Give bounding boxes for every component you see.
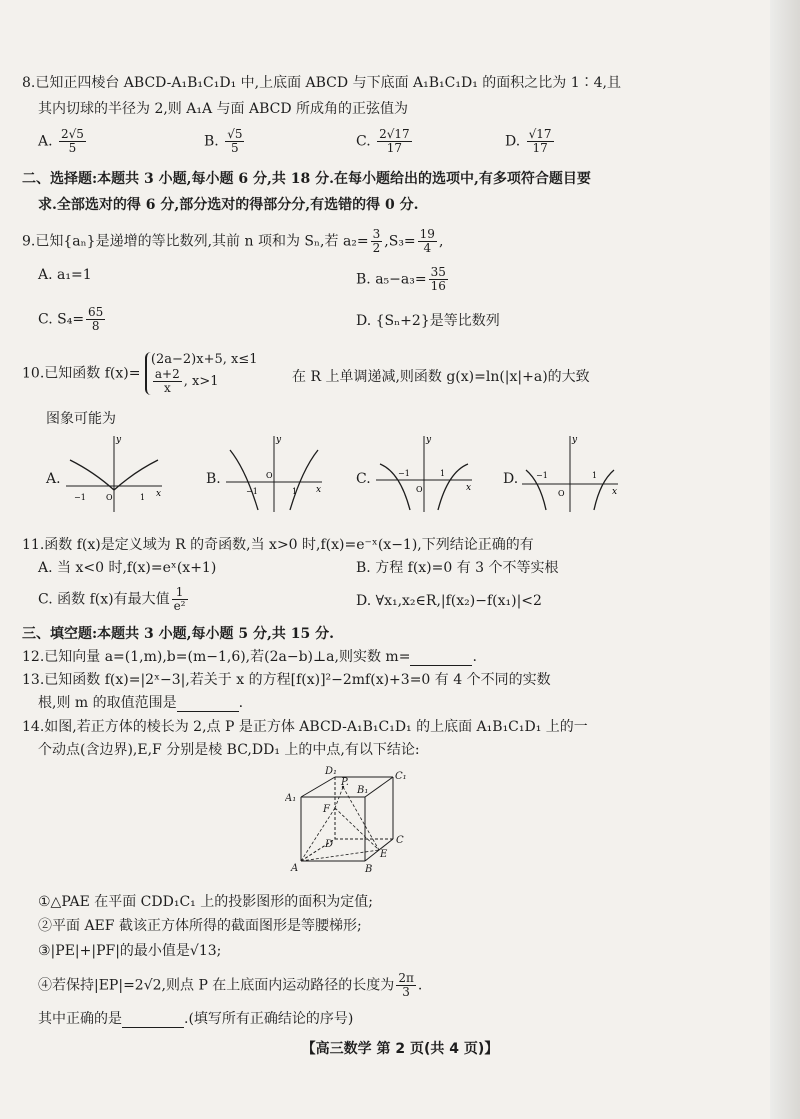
q8-stem-line2: 其内切球的半径为 2,则 A₁A 与面 ABCD 所成角的正弦值为 [38,101,409,117]
svg-text:−1: −1 [536,471,548,480]
svg-text:O: O [416,485,423,494]
q8-option-c[interactable]: C. $\frac{2√17}{17}$ [356,127,410,155]
q10-stem-end: 图象可能为 [46,411,116,427]
section2-heading-line2: 求.全部选对的得 6 分,部分选对的得部分分,有选错的得 0 分. [38,197,419,213]
q14-stem-line1: 14.如图,若正方体的棱长为 2,点 P 是正方体 ABCD-A₁B₁C₁D₁ 的上底面 A₁B₁C₁D₁ 上的一 [22,719,588,735]
q9-option-d[interactable]: D. {Sₙ+2}是等比数列 [356,313,500,329]
q14-stem-line2: 个动点(含边界),E,F 分别是棱 BC,DD₁ 上的中点,有以下结论: [38,742,420,758]
q11-option-a[interactable]: A. 当 x<0 时,f(x)=eˣ(x+1) [38,560,217,576]
svg-text:1: 1 [592,471,598,480]
svg-text:O: O [106,493,113,502]
q11-option-b[interactable]: B. 方程 f(x)=0 有 3 个不等实根 [356,560,559,576]
q11-stem: 11.函数 f(x)是定义域为 R 的奇函数,当 x>0 时,f(x)=e⁻ˣ(x−1),下列结论正确的有 [22,537,534,553]
svg-text:C: C [396,835,404,846]
q11-option-d[interactable]: D. ∀x₁,x₂∈R,|f(x₂)−f(x₁)|<2 [356,593,542,609]
q9-stem: 9.已知{aₙ}是递增的等比数列,其前 n 项和为 Sₙ,若 a₂= $\frac{3}{2}$ ,S₃= $\frac{19}{4}$ , [22,227,444,255]
svg-text:x: x [466,483,472,493]
q10-graph-b[interactable] [224,430,324,515]
q8-option-d[interactable]: D. $\frac{√17}{17}$ [505,127,552,155]
q13-stem-line1: 13.已知函数 f(x)=|2ˣ−3|,若关于 x 的方程[f(x)]²−2mf(x)+3=0 有 4 个不同的实数 [22,672,551,688]
q8-option-b[interactable]: B. $\frac{√5}{5}$ [204,127,243,155]
q12-stem: 12.已知向量 a=(1,m),b=(m−1,6),若(2a−b)⊥a,则实数 m= . [22,649,477,665]
section3-heading: 三、填空题:本题共 3 小题,每小题 5 分,共 15 分. [22,626,334,642]
svg-text:y: y [426,435,432,445]
q14-conclusion-3: ③|PE|+|PF|的最小值是√13; [38,943,222,959]
q10-option-b-label[interactable]: B. [206,471,221,487]
svg-text:1: 1 [292,487,298,496]
q9-option-a[interactable]: A. a₁=1 [38,267,92,283]
q10-stem-cont: 在 R 上单调递减,则函数 g(x)=ln(|x|+a)的大致 [292,369,590,385]
q14-answer-line: 其中正确的是 .(填写所有正确结论的序号) [38,1011,354,1027]
svg-text:−1: −1 [398,469,410,478]
q13-answer-blank[interactable] [177,697,239,712]
q11-option-c[interactable]: C. 函数 f(x)有最大值 $\frac{1}{\text{e²}}$ [38,585,186,613]
q10-option-c-label[interactable]: C. [356,471,371,487]
svg-text:B₁: B₁ [357,785,369,796]
section2-heading-line1: 二、选择题:本题共 3 小题,每小题 6 分,共 18 分.在每小题给出的选项中,有多项符合题目要 [22,171,591,187]
svg-text:1: 1 [140,493,146,502]
q13-stem-line2: 根,则 m 的取值范围是 . [38,695,244,711]
svg-text:F: F [323,804,330,815]
q10-graph-c[interactable] [374,430,474,515]
svg-text:P.: P. [341,777,349,788]
q14-cube-figure [285,765,425,884]
q14-conclusion-2: ②平面 AEF 截该正方体所得的截面图形是等腰梯形; [38,918,362,934]
svg-text:−1: −1 [74,493,86,502]
svg-text:D₁: D₁ [325,766,338,777]
q9-option-c[interactable]: C. S₄= $\frac{65}{8}$ [38,305,104,333]
svg-text:−1: −1 [246,487,258,496]
q8-stem-line1: 8.已知正四棱台 ABCD-A₁B₁C₁D₁ 中,上底面 ABCD 与下底面 A₁B₁C₁D₁ 的面积之比为 1∶4,且 [22,75,621,91]
q14-answer-blank[interactable] [122,1013,184,1028]
svg-text:x: x [316,485,322,495]
svg-text:1: 1 [440,469,446,478]
svg-text:x: x [612,487,618,497]
page-edge-shadow [770,0,800,1119]
svg-text:y: y [572,435,578,445]
q14-conclusion-1: ①△PAE 在平面 CDD₁C₁ 上的投影图形的面积为定值; [38,894,373,910]
svg-text:B: B [365,864,373,875]
q14-conclusion-4: ④若保持|EP|=2√2,则点 P 在上底面内运动路径的长度为 $\frac{2\pi}{3}$ . [38,971,423,999]
q10-stem: 10.已知函数 f(x)= (2a−2)x+5, x≤1 $\frac{a+2}{x}$ , x>1 [22,352,258,395]
q10-graph-a[interactable] [64,430,164,515]
page-footer: 【高三数学 第 2 页(共 4 页)】 [301,1041,499,1057]
svg-text:C₁: C₁ [395,771,407,782]
svg-text:x: x [156,489,162,499]
svg-text:y: y [276,435,282,445]
q8-option-a[interactable]: A. $\frac{2√5}{5}$ [38,127,84,155]
svg-text:y: y [116,435,122,445]
q10-graph-d[interactable] [520,430,620,515]
q10-option-a-label[interactable]: A. [46,471,61,487]
svg-text:D: D [325,839,334,850]
svg-text:E: E [380,849,388,860]
q10-option-d-label[interactable]: D. [503,471,519,487]
q9-option-b[interactable]: B. a₅−a₃= $\frac{35}{16}$ [356,265,446,293]
svg-text:O: O [266,471,273,480]
svg-text:A₁: A₁ [285,793,297,804]
svg-text:O: O [558,489,565,498]
svg-text:A: A [291,863,299,874]
q10-piecewise: (2a−2)x+5, x≤1 $\frac{a+2}{x}$ , x>1 [145,352,258,395]
q12-answer-blank[interactable] [410,651,472,666]
